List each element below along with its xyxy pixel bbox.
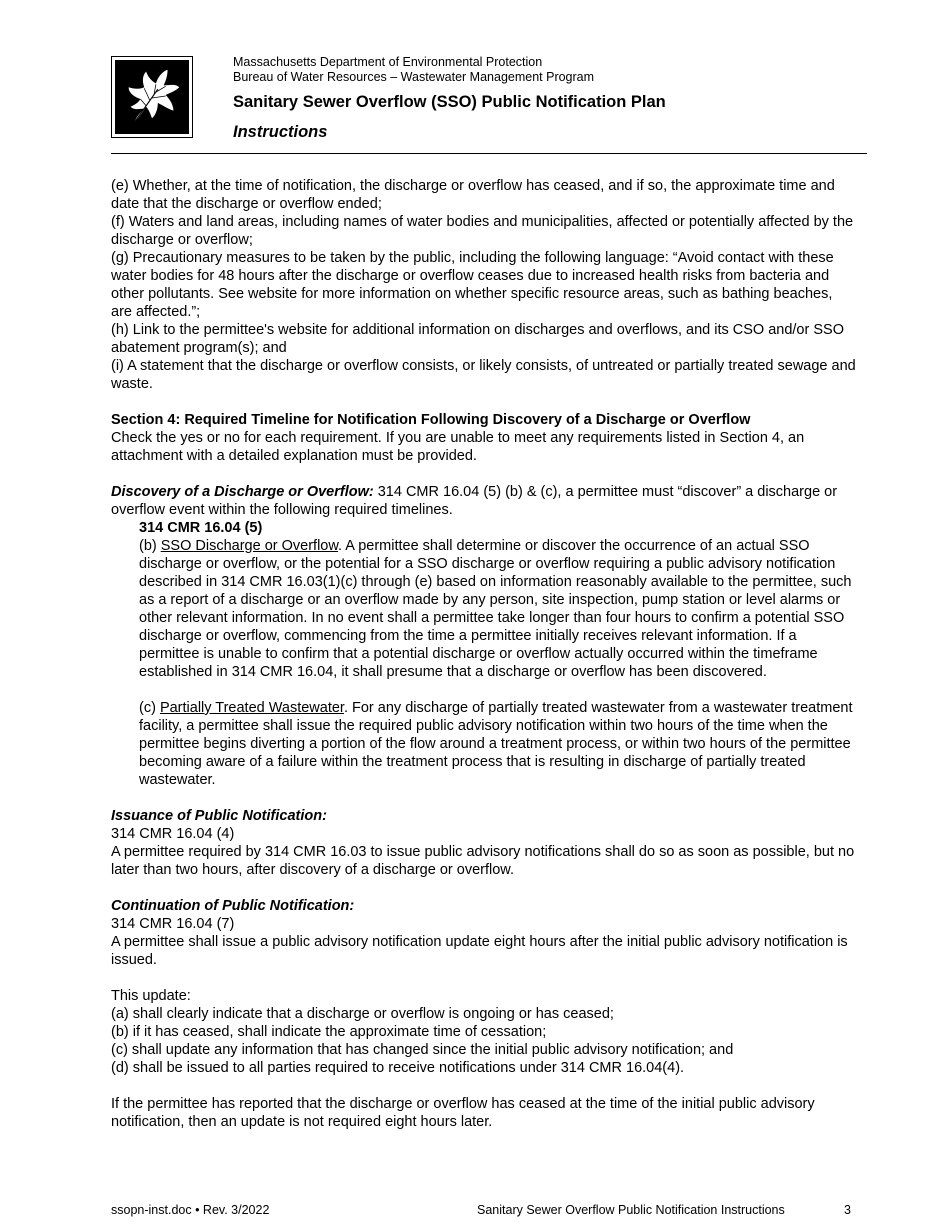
discovery-text: 314 CMR 16.04 (5) (b) & (c), a permittee must “discover” a discharge or overflow event within the following required timelines. bbox=[111, 484, 838, 518]
list-item-f: (f) Waters and land areas, including names of water bodies and municipalities, affected or potentially affected by the discharge or overflow; bbox=[111, 214, 854, 248]
list-item-e: (e) Whether, at the time of notification, the discharge or overflow has ceased, and if so, the approximate time and date that the discharge or overflow ended; bbox=[111, 178, 835, 212]
document-subtitle: Instructions bbox=[233, 123, 328, 141]
oak-leaf-icon bbox=[115, 60, 189, 134]
continuation-label: Continuation of Public Notification: bbox=[111, 898, 355, 914]
item-b-text: . A permittee shall determine or discover the occurrence of an actual SSO discharge or overflow, or the potential for a SSO discharge or overflow requiring a public advisory notification described in 314 CMR 16.03(1)(c) through (e) based on information reasonably available to the permittee, such as a report of a discharge or an overflow made by any person, site inspection, pump station or level alarms or other relevant information. In no event shall a permittee take longer than four hours to confirm a potential SSO discharge or overflow, commencing from the time a permittee initially receives relevant information. If a permittee is unable to confirm that a potential discharge or overflow actually occurred within the timeframe established in 314 CMR 16.04, it shall presume that a discharge or overflow has been discovered. bbox=[139, 538, 852, 680]
discovery-item-b bbox=[139, 537, 856, 681]
partially-treated-term: Partially Treated Wastewater bbox=[159, 700, 344, 716]
discovery-paragraph bbox=[111, 483, 856, 519]
discovery-details bbox=[111, 519, 856, 789]
update-item-d: (d) shall be issued to all parties required to receive notifications under 314 CMR 16.04(4). bbox=[111, 1060, 685, 1076]
item-b-prefix: (b) bbox=[139, 538, 161, 554]
list-item-g: (g) Precautionary measures to be taken by the public, including the following language: “Avoid contact with these water bodies for 48 hours after the discharge or overflow ceases due to increased health risks from bacteria and other pollutants. See website for more information on whether specific resource areas, such as bathing beaches, are affected.”; bbox=[111, 250, 834, 320]
item-c-prefix: (c) bbox=[139, 700, 160, 716]
page-body bbox=[111, 177, 856, 1131]
agency-name: Massachusetts Department of Environmental Protection bbox=[233, 55, 543, 69]
update-item-b: (b) if it has ceased, shall indicate the approximate time of cessation; bbox=[111, 1024, 547, 1040]
footer-title: Sanitary Sewer Overflow Public Notification Instructions bbox=[477, 1203, 785, 1217]
sso-discharge-term: SSO Discharge or Overflow bbox=[160, 538, 339, 554]
discovery-item-c bbox=[139, 699, 856, 789]
document-title: Sanitary Sewer Overflow (SSO) Public Notification Plan bbox=[233, 93, 666, 111]
footer-doc-id: ssopn-inst.doc • Rev. 3/2022 bbox=[111, 1203, 270, 1217]
continuation-citation: 314 CMR 16.04 (7) bbox=[111, 916, 235, 932]
section-4-intro: Check the yes or no for each requirement. If you are unable to meet any requirements listed in Section 4, an attachment with a detailed explanation must be provided. bbox=[111, 430, 805, 464]
list-item-h: (h) Link to the permittee's website for additional information on discharges and overflows, and its CSO and/or SSO abatement program(s); and bbox=[111, 322, 844, 356]
update-intro: This update: bbox=[111, 988, 191, 1004]
issuance-citation: 314 CMR 16.04 (4) bbox=[111, 826, 235, 842]
discovery-label: Discovery of a Discharge or Overflow: bbox=[111, 484, 374, 500]
discovery-citation: 314 CMR 16.04 (5) bbox=[139, 520, 263, 536]
page-number: 3 bbox=[844, 1203, 851, 1217]
item-c-text: . For any discharge of partially treated wastewater from a wastewater treatment facility, a permittee shall issue the required public advisory notification within two hours of the time when the permittee begins diverting a portion of the flow around a treatment process, or within two hours of the permittee becoming aware of a failure within the treatment process that is resulting in discharge of partially treated wastewater. bbox=[139, 700, 853, 788]
header-divider bbox=[111, 153, 867, 154]
update-item-a: (a) shall clearly indicate that a discharge or overflow is ongoing or has ceased; bbox=[111, 1006, 614, 1022]
continuation-text: A permittee shall issue a public advisory notification update eight hours after the initial public advisory notification is issued. bbox=[111, 934, 848, 968]
massdep-logo bbox=[111, 56, 193, 138]
closing-paragraph: If the permittee has reported that the discharge or overflow has ceased at the time of the initial public advisory notification, then an update is not required eight hours later. bbox=[111, 1096, 815, 1130]
update-item-c: (c) shall update any information that has changed since the initial public advisory notification; and bbox=[111, 1042, 734, 1058]
section-4-heading: Section 4: Required Timeline for Notification Following Discovery of a Discharge or Overflow bbox=[111, 412, 751, 428]
bureau-name: Bureau of Water Resources – Wastewater Management Program bbox=[233, 70, 595, 84]
issuance-text: A permittee required by 314 CMR 16.03 to issue public advisory notifications shall do so as soon as possible, but no later than two hours, after discovery of a discharge or overflow. bbox=[111, 844, 855, 878]
list-item-i: (i) A statement that the discharge or overflow consists, or likely consists, of untreated or partially treated sewage and waste. bbox=[111, 358, 856, 392]
issuance-label: Issuance of Public Notification: bbox=[111, 808, 327, 824]
